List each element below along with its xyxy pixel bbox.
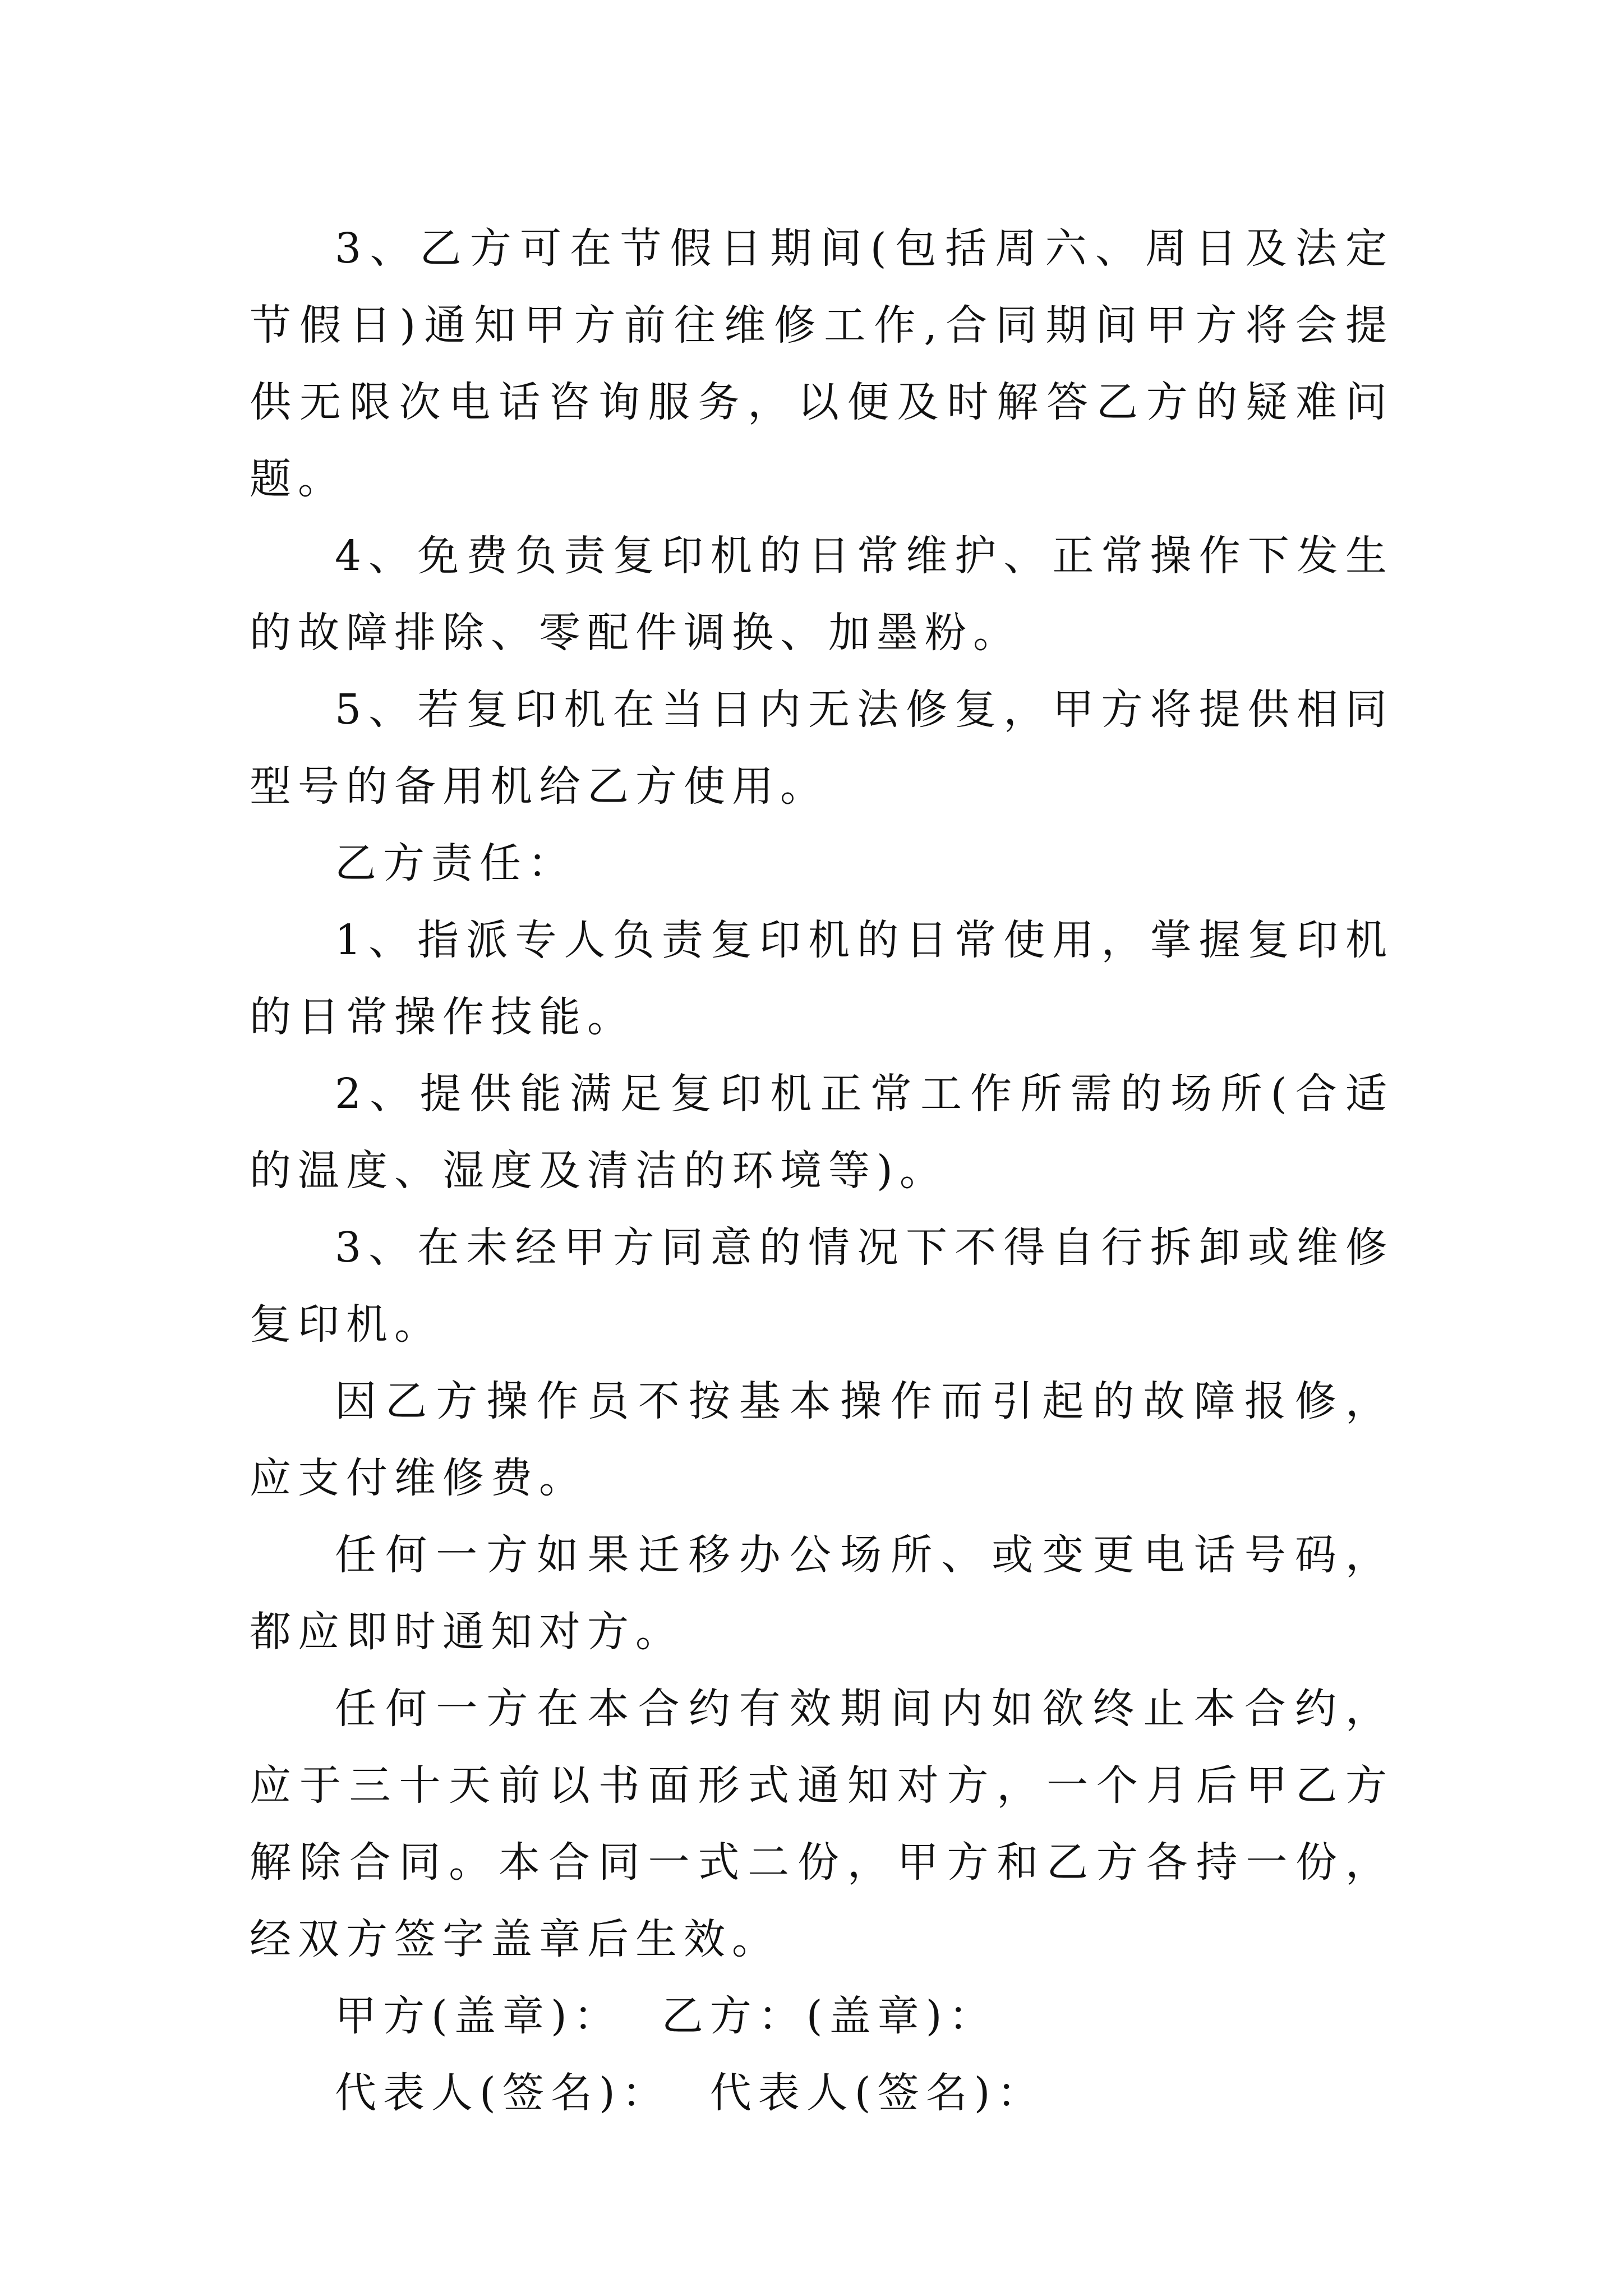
clause-party-b-2: 2、提供能满足复印机正常工作所需的场所(合适的温度、湿度及清洁的环境等)。 [250, 1070, 1394, 1195]
clause-party-a-5: 5、若复印机在当日内无法修复，甲方将提供相同型号的备用机给乙方使用。 [250, 685, 1394, 811]
clause-party-a-4: 4、免费负责复印机的日常维护、正常操作下发生的故障排除、零配件调换、加墨粉。 [250, 532, 1394, 657]
section-heading-party-b: 乙方责任： [335, 839, 576, 887]
clause-party-b-3: 3、在未经甲方同意的情况下不得自行拆卸或维修复印机。 [250, 1223, 1394, 1349]
clause-party-a-3: 3、乙方可在节假日期间(包括周六、周日及法定节假日)通知甲方前往维修工作,合同期间甲方将会提供无限次电话咨询服务，以便及时解答乙方的疑难问题。 [250, 224, 1394, 503]
clause-party-b-1: 1、指派专人负责复印机的日常使用，掌握复印机的日常操作技能。 [250, 916, 1394, 1041]
signature-representative-line: 代表人(签名)： 代表人(签名)： [335, 2069, 1045, 2117]
clause-notification: 任何一方如果迁移办公场所、或变更电话号码，都应即时通知对方。 [250, 1531, 1394, 1656]
document-body [250, 210, 1394, 2132]
clause-termination: 任何一方在本合约有效期间内如欲终止本合约，应于三十天前以书面形式通知对方，一个月后甲乙方解除合同。本合同一式二份，甲方和乙方各持一份，经双方签字盖章后生效。 [250, 1685, 1394, 1963]
signature-seal-line: 甲方(盖章)： 乙方：(盖章)： [335, 1992, 997, 2040]
clause-repair-fee: 因乙方操作员不按基本操作而引起的故障报修，应支付维修费。 [250, 1377, 1394, 1502]
